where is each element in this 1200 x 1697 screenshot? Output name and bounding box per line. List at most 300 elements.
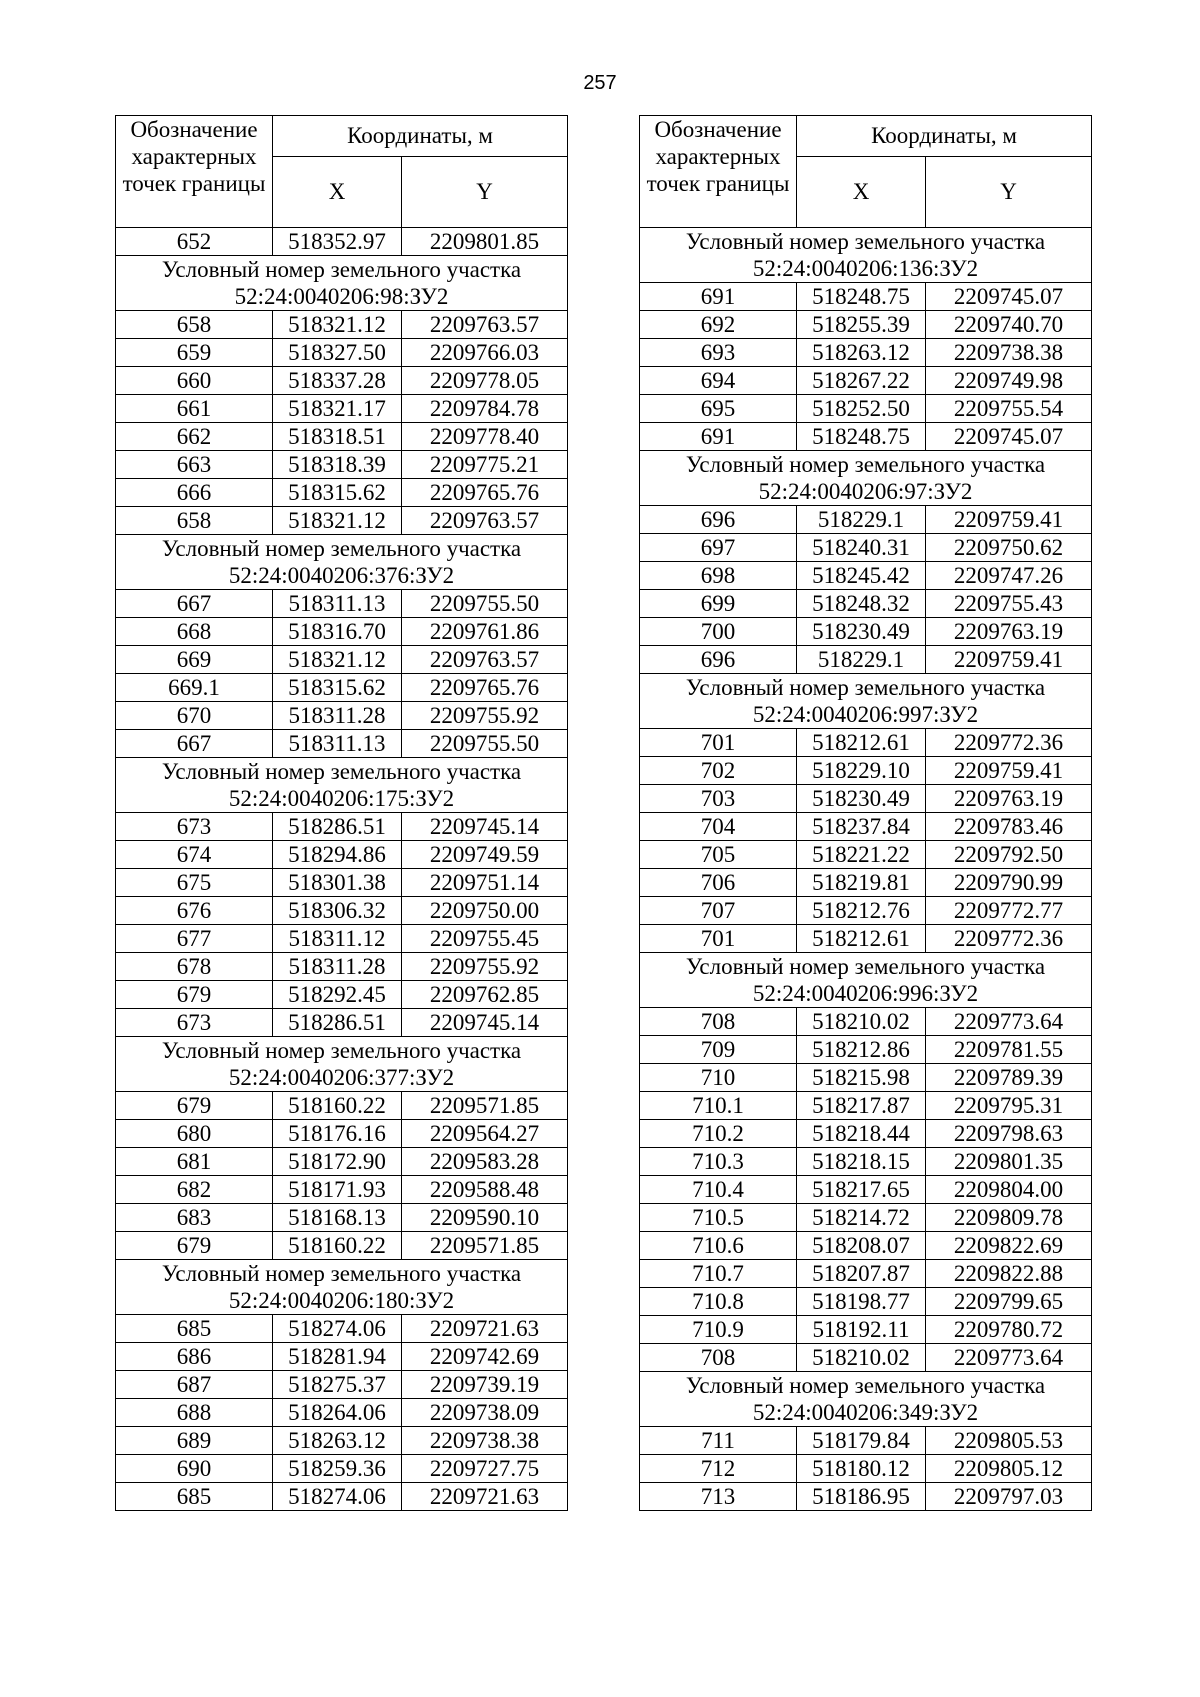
y-coordinate-cell: 2209755.50 [402, 590, 568, 618]
y-coordinate-cell: 2209804.00 [926, 1176, 1092, 1204]
table-row [640, 367, 1092, 395]
point-number-cell: 670 [116, 702, 273, 730]
table-row [640, 1260, 1092, 1288]
y-coordinate-cell: 2209727.75 [402, 1455, 568, 1483]
x-coordinate-cell: 518176.16 [273, 1120, 402, 1148]
y-coordinate-cell: 2209590.10 [402, 1204, 568, 1232]
table-row [116, 423, 568, 451]
y-coordinate-cell: 2209822.69 [926, 1232, 1092, 1260]
x-coordinate-cell: 518275.37 [273, 1371, 402, 1399]
y-coordinate-cell: 2209571.85 [402, 1092, 568, 1120]
table-row [640, 841, 1092, 869]
parcel-cadastral-code: 52:24:0040206:377:ЗУ2 [228, 1065, 455, 1090]
point-number-cell: 676 [116, 897, 273, 925]
y-coordinate-cell: 2209759.41 [926, 757, 1092, 785]
header-designation: Обозначение характерных точек границы [116, 116, 273, 228]
point-number-cell: 712 [640, 1455, 797, 1483]
point-number-cell: 710.4 [640, 1176, 797, 1204]
table-row [116, 925, 568, 953]
point-number-cell: 668 [116, 618, 273, 646]
table-row [116, 1343, 568, 1371]
y-coordinate-cell: 2209750.62 [926, 534, 1092, 562]
point-number-cell: 698 [640, 562, 797, 590]
header-coordinates: Координаты, м [797, 116, 1092, 157]
x-coordinate-cell: 518212.61 [797, 925, 926, 953]
point-number-cell: 710.2 [640, 1120, 797, 1148]
x-coordinate-cell: 518215.98 [797, 1064, 926, 1092]
y-coordinate-cell: 2209745.07 [926, 423, 1092, 451]
parcel-section-row [640, 451, 1092, 506]
parcel-section-label: Условный номер земельного участка [685, 675, 1046, 700]
table-row [640, 1036, 1092, 1064]
y-coordinate-cell: 2209755.92 [402, 702, 568, 730]
y-coordinate-cell: 2209749.59 [402, 841, 568, 869]
y-coordinate-cell: 2209790.99 [926, 869, 1092, 897]
y-coordinate-cell: 2209755.50 [402, 730, 568, 758]
point-number-cell: 681 [116, 1148, 273, 1176]
point-number-cell: 711 [640, 1427, 797, 1455]
parcel-cadastral-code: 52:24:0040206:997:ЗУ2 [752, 702, 979, 727]
parcel-section-row [116, 758, 568, 813]
table-row [640, 562, 1092, 590]
header-x: X [797, 157, 926, 228]
coordinates-table-left [115, 115, 568, 1511]
table-row [116, 646, 568, 674]
y-coordinate-cell: 2209801.85 [402, 228, 568, 256]
table-row [116, 1483, 568, 1511]
parcel-cadastral-code: 52:24:0040206:98:ЗУ2 [234, 284, 449, 309]
y-coordinate-cell: 2209775.21 [402, 451, 568, 479]
x-coordinate-cell: 518229.1 [797, 506, 926, 534]
y-coordinate-cell: 2209747.26 [926, 562, 1092, 590]
y-coordinate-cell: 2209755.54 [926, 395, 1092, 423]
x-coordinate-cell: 518321.17 [273, 395, 402, 423]
point-number-cell: 708 [640, 1008, 797, 1036]
parcel-section-label: Условный номер земельного участка [685, 1373, 1046, 1398]
point-number-cell: 679 [116, 1092, 273, 1120]
table-row [116, 1232, 568, 1260]
x-coordinate-cell: 518212.61 [797, 729, 926, 757]
y-coordinate-cell: 2209789.39 [926, 1064, 1092, 1092]
point-number-cell: 708 [640, 1344, 797, 1372]
table-row [640, 1120, 1092, 1148]
parcel-section-header [640, 953, 1092, 1008]
point-number-cell: 659 [116, 339, 273, 367]
point-number-cell: 709 [640, 1036, 797, 1064]
point-number-cell: 691 [640, 423, 797, 451]
table-body-left [116, 228, 568, 1511]
point-number-cell: 689 [116, 1427, 273, 1455]
x-coordinate-cell: 518259.36 [273, 1455, 402, 1483]
point-number-cell: 683 [116, 1204, 273, 1232]
point-number-cell: 682 [116, 1176, 273, 1204]
parcel-section-label: Условный номер земельного участка [161, 1038, 522, 1063]
parcel-section-row [116, 535, 568, 590]
x-coordinate-cell: 518292.45 [273, 981, 402, 1009]
table-row [116, 869, 568, 897]
x-coordinate-cell: 518230.49 [797, 618, 926, 646]
x-coordinate-cell: 518240.31 [797, 534, 926, 562]
table-row [640, 897, 1092, 925]
y-coordinate-cell: 2209759.41 [926, 646, 1092, 674]
y-coordinate-cell: 2209745.07 [926, 283, 1092, 311]
table-row [116, 953, 568, 981]
table-row [640, 757, 1092, 785]
y-coordinate-cell: 2209755.92 [402, 953, 568, 981]
y-coordinate-cell: 2209772.36 [926, 729, 1092, 757]
y-coordinate-cell: 2209721.63 [402, 1483, 568, 1511]
point-number-cell: 703 [640, 785, 797, 813]
table-row [116, 479, 568, 507]
parcel-cadastral-code: 52:24:0040206:349:ЗУ2 [752, 1400, 979, 1425]
parcel-section-row [640, 1372, 1092, 1427]
x-coordinate-cell: 518248.75 [797, 423, 926, 451]
point-number-cell: 710 [640, 1064, 797, 1092]
table-row [640, 646, 1092, 674]
table-row [640, 1483, 1092, 1511]
y-coordinate-cell: 2209721.63 [402, 1315, 568, 1343]
point-number-cell: 662 [116, 423, 273, 451]
table-row [116, 1120, 568, 1148]
y-coordinate-cell: 2209740.70 [926, 311, 1092, 339]
point-number-cell: 658 [116, 311, 273, 339]
parcel-section-header [640, 674, 1092, 729]
table-row [116, 311, 568, 339]
point-number-cell: 687 [116, 1371, 273, 1399]
point-number-cell: 690 [116, 1455, 273, 1483]
x-coordinate-cell: 518263.12 [273, 1427, 402, 1455]
y-coordinate-cell: 2209750.00 [402, 897, 568, 925]
table-row [116, 339, 568, 367]
parcel-cadastral-code: 52:24:0040206:996:ЗУ2 [752, 981, 979, 1006]
parcel-section-header [116, 1260, 568, 1315]
point-number-cell: 674 [116, 841, 273, 869]
x-coordinate-cell: 518306.32 [273, 897, 402, 925]
point-number-cell: 706 [640, 869, 797, 897]
point-number-cell: 710.5 [640, 1204, 797, 1232]
parcel-section-row [116, 1037, 568, 1092]
point-number-cell: 677 [116, 925, 273, 953]
point-number-cell: 695 [640, 395, 797, 423]
table-row [640, 534, 1092, 562]
x-coordinate-cell: 518218.44 [797, 1120, 926, 1148]
x-coordinate-cell: 518315.62 [273, 479, 402, 507]
point-number-cell: 707 [640, 897, 797, 925]
x-coordinate-cell: 518229.1 [797, 646, 926, 674]
x-coordinate-cell: 518311.13 [273, 590, 402, 618]
x-coordinate-cell: 518207.87 [797, 1260, 926, 1288]
table-row [640, 1427, 1092, 1455]
x-coordinate-cell: 518311.28 [273, 702, 402, 730]
y-coordinate-cell: 2209809.78 [926, 1204, 1092, 1232]
x-coordinate-cell: 518286.51 [273, 1009, 402, 1037]
y-coordinate-cell: 2209763.57 [402, 311, 568, 339]
table-row [640, 1232, 1092, 1260]
table-row [640, 283, 1092, 311]
x-coordinate-cell: 518172.90 [273, 1148, 402, 1176]
point-number-cell: 669 [116, 646, 273, 674]
y-coordinate-cell: 2209739.19 [402, 1371, 568, 1399]
x-coordinate-cell: 518311.13 [273, 730, 402, 758]
y-coordinate-cell: 2209763.19 [926, 618, 1092, 646]
y-coordinate-cell: 2209805.53 [926, 1427, 1092, 1455]
point-number-cell: 694 [640, 367, 797, 395]
point-number-cell: 667 [116, 590, 273, 618]
x-coordinate-cell: 518210.02 [797, 1008, 926, 1036]
table-row [640, 423, 1092, 451]
table-row [640, 1092, 1092, 1120]
y-coordinate-cell: 2209801.35 [926, 1148, 1092, 1176]
y-coordinate-cell: 2209799.65 [926, 1288, 1092, 1316]
x-coordinate-cell: 518311.12 [273, 925, 402, 953]
y-coordinate-cell: 2209783.46 [926, 813, 1092, 841]
parcel-cadastral-code: 52:24:0040206:136:ЗУ2 [752, 256, 979, 281]
table-row [116, 702, 568, 730]
point-number-cell: 663 [116, 451, 273, 479]
parcel-section-header [116, 535, 568, 590]
x-coordinate-cell: 518316.70 [273, 618, 402, 646]
x-coordinate-cell: 518168.13 [273, 1204, 402, 1232]
y-coordinate-cell: 2209772.36 [926, 925, 1092, 953]
header-x: X [273, 157, 402, 228]
point-number-cell: 680 [116, 1120, 273, 1148]
table-row [640, 925, 1092, 953]
x-coordinate-cell: 518264.06 [273, 1399, 402, 1427]
y-coordinate-cell: 2209738.09 [402, 1399, 568, 1427]
point-number-cell: 701 [640, 925, 797, 953]
parcel-section-row [640, 228, 1092, 283]
parcel-section-header [640, 228, 1092, 283]
table-row [116, 674, 568, 702]
table-row [640, 1316, 1092, 1344]
point-number-cell: 691 [640, 283, 797, 311]
y-coordinate-cell: 2209761.86 [402, 618, 568, 646]
x-coordinate-cell: 518318.51 [273, 423, 402, 451]
point-number-cell: 686 [116, 1343, 273, 1371]
y-coordinate-cell: 2209749.98 [926, 367, 1092, 395]
y-coordinate-cell: 2209745.14 [402, 1009, 568, 1037]
x-coordinate-cell: 518230.49 [797, 785, 926, 813]
x-coordinate-cell: 518214.72 [797, 1204, 926, 1232]
x-coordinate-cell: 518321.12 [273, 507, 402, 535]
table-row [116, 1455, 568, 1483]
parcel-section-label: Условный номер земельного участка [685, 229, 1046, 254]
parcel-section-label: Условный номер земельного участка [685, 452, 1046, 477]
x-coordinate-cell: 518237.84 [797, 813, 926, 841]
x-coordinate-cell: 518218.15 [797, 1148, 926, 1176]
parcel-section-row [116, 1260, 568, 1315]
header-designation: Обозначение характерных точек границы [640, 116, 797, 228]
y-coordinate-cell: 2209583.28 [402, 1148, 568, 1176]
point-number-cell: 666 [116, 479, 273, 507]
y-coordinate-cell: 2209773.64 [926, 1008, 1092, 1036]
parcel-section-label: Условный номер земельного участка [685, 954, 1046, 979]
point-number-cell: 710.7 [640, 1260, 797, 1288]
y-coordinate-cell: 2209781.55 [926, 1036, 1092, 1064]
y-coordinate-cell: 2209755.45 [402, 925, 568, 953]
table-row [116, 730, 568, 758]
x-coordinate-cell: 518263.12 [797, 339, 926, 367]
point-number-cell: 702 [640, 757, 797, 785]
header-coordinates: Координаты, м [273, 116, 568, 157]
x-coordinate-cell: 518294.86 [273, 841, 402, 869]
parcel-cadastral-code: 52:24:0040206:175:ЗУ2 [228, 786, 455, 811]
y-coordinate-cell: 2209759.41 [926, 506, 1092, 534]
point-number-cell: 661 [116, 395, 273, 423]
x-coordinate-cell: 518252.50 [797, 395, 926, 423]
table-row [640, 618, 1092, 646]
coordinates-table-right [639, 115, 1092, 1511]
x-coordinate-cell: 518198.77 [797, 1288, 926, 1316]
y-coordinate-cell: 2209780.72 [926, 1316, 1092, 1344]
table-row [640, 729, 1092, 757]
y-coordinate-cell: 2209805.12 [926, 1455, 1092, 1483]
x-coordinate-cell: 518210.02 [797, 1344, 926, 1372]
x-coordinate-cell: 518192.11 [797, 1316, 926, 1344]
x-coordinate-cell: 518180.12 [797, 1455, 926, 1483]
table-row [640, 869, 1092, 897]
y-coordinate-cell: 2209798.63 [926, 1120, 1092, 1148]
x-coordinate-cell: 518352.97 [273, 228, 402, 256]
parcel-cadastral-code: 52:24:0040206:376:ЗУ2 [228, 563, 455, 588]
table-row [116, 1148, 568, 1176]
parcel-section-header [640, 451, 1092, 506]
table-row [116, 1315, 568, 1343]
point-number-cell: 679 [116, 1232, 273, 1260]
table-row [116, 395, 568, 423]
parcel-section-row [640, 674, 1092, 729]
table-row [116, 1371, 568, 1399]
y-coordinate-cell: 2209784.78 [402, 395, 568, 423]
point-number-cell: 652 [116, 228, 273, 256]
x-coordinate-cell: 518179.84 [797, 1427, 926, 1455]
x-coordinate-cell: 518318.39 [273, 451, 402, 479]
table-row [640, 1288, 1092, 1316]
point-number-cell: 685 [116, 1483, 273, 1511]
y-coordinate-cell: 2209751.14 [402, 869, 568, 897]
parcel-section-label: Условный номер земельного участка [161, 759, 522, 784]
x-coordinate-cell: 518208.07 [797, 1232, 926, 1260]
y-coordinate-cell: 2209772.77 [926, 897, 1092, 925]
point-number-cell: 692 [640, 311, 797, 339]
table-row [640, 590, 1092, 618]
parcel-cadastral-code: 52:24:0040206:97:ЗУ2 [758, 479, 973, 504]
table-row [640, 395, 1092, 423]
table-row [116, 1427, 568, 1455]
table-row [640, 813, 1092, 841]
x-coordinate-cell: 518186.95 [797, 1483, 926, 1511]
x-coordinate-cell: 518327.50 [273, 339, 402, 367]
x-coordinate-cell: 518255.39 [797, 311, 926, 339]
parcel-section-row [116, 256, 568, 311]
x-coordinate-cell: 518248.75 [797, 283, 926, 311]
table-row [640, 339, 1092, 367]
y-coordinate-cell: 2209763.19 [926, 785, 1092, 813]
table-row [640, 1064, 1092, 1092]
x-coordinate-cell: 518245.42 [797, 562, 926, 590]
parcel-cadastral-code: 52:24:0040206:180:ЗУ2 [228, 1288, 455, 1313]
table-row [640, 311, 1092, 339]
table-row [116, 1204, 568, 1232]
table-row [116, 1176, 568, 1204]
x-coordinate-cell: 518321.12 [273, 646, 402, 674]
y-coordinate-cell: 2209797.03 [926, 1483, 1092, 1511]
y-coordinate-cell: 2209755.43 [926, 590, 1092, 618]
point-number-cell: 700 [640, 618, 797, 646]
point-number-cell: 678 [116, 953, 273, 981]
x-coordinate-cell: 518219.81 [797, 869, 926, 897]
point-number-cell: 660 [116, 367, 273, 395]
x-coordinate-cell: 518286.51 [273, 813, 402, 841]
point-number-cell: 669.1 [116, 674, 273, 702]
point-number-cell: 679 [116, 981, 273, 1009]
point-number-cell: 710.1 [640, 1092, 797, 1120]
x-coordinate-cell: 518267.22 [797, 367, 926, 395]
point-number-cell: 673 [116, 1009, 273, 1037]
point-number-cell: 713 [640, 1483, 797, 1511]
parcel-section-row [640, 953, 1092, 1008]
parcel-section-header [116, 256, 568, 311]
page-number: 257 [583, 72, 617, 94]
table-row [116, 590, 568, 618]
parcel-section-label: Условный номер земельного участка [161, 257, 522, 282]
y-coordinate-cell: 2209765.76 [402, 479, 568, 507]
y-coordinate-cell: 2209778.05 [402, 367, 568, 395]
point-number-cell: 673 [116, 813, 273, 841]
table-row [640, 506, 1092, 534]
point-number-cell: 667 [116, 730, 273, 758]
table-row [116, 1399, 568, 1427]
point-number-cell: 688 [116, 1399, 273, 1427]
point-number-cell: 704 [640, 813, 797, 841]
point-number-cell: 675 [116, 869, 273, 897]
point-number-cell: 685 [116, 1315, 273, 1343]
table-body-right [640, 228, 1092, 1511]
table-row [116, 897, 568, 925]
table-row [640, 1176, 1092, 1204]
table-row [116, 1009, 568, 1037]
table-row [116, 228, 568, 256]
x-coordinate-cell: 518229.10 [797, 757, 926, 785]
x-coordinate-cell: 518160.22 [273, 1092, 402, 1120]
parcel-section-header [116, 1037, 568, 1092]
x-coordinate-cell: 518212.86 [797, 1036, 926, 1064]
point-number-cell: 696 [640, 646, 797, 674]
parcel-section-label: Условный номер земельного участка [161, 536, 522, 561]
y-coordinate-cell: 2209765.76 [402, 674, 568, 702]
y-coordinate-cell: 2209564.27 [402, 1120, 568, 1148]
x-coordinate-cell: 518281.94 [273, 1343, 402, 1371]
y-coordinate-cell: 2209822.88 [926, 1260, 1092, 1288]
table-row [116, 451, 568, 479]
point-number-cell: 696 [640, 506, 797, 534]
point-number-cell: 699 [640, 590, 797, 618]
point-number-cell: 701 [640, 729, 797, 757]
y-coordinate-cell: 2209745.14 [402, 813, 568, 841]
table-row [116, 813, 568, 841]
parcel-section-label: Условный номер земельного участка [161, 1261, 522, 1286]
header-y: Y [402, 157, 568, 228]
table-row [640, 1204, 1092, 1232]
x-coordinate-cell: 518315.62 [273, 674, 402, 702]
y-coordinate-cell: 2209795.31 [926, 1092, 1092, 1120]
x-coordinate-cell: 518212.76 [797, 897, 926, 925]
y-coordinate-cell: 2209738.38 [926, 339, 1092, 367]
table-row [116, 981, 568, 1009]
table-row [640, 1344, 1092, 1372]
table-row [640, 1008, 1092, 1036]
y-coordinate-cell: 2209738.38 [402, 1427, 568, 1455]
